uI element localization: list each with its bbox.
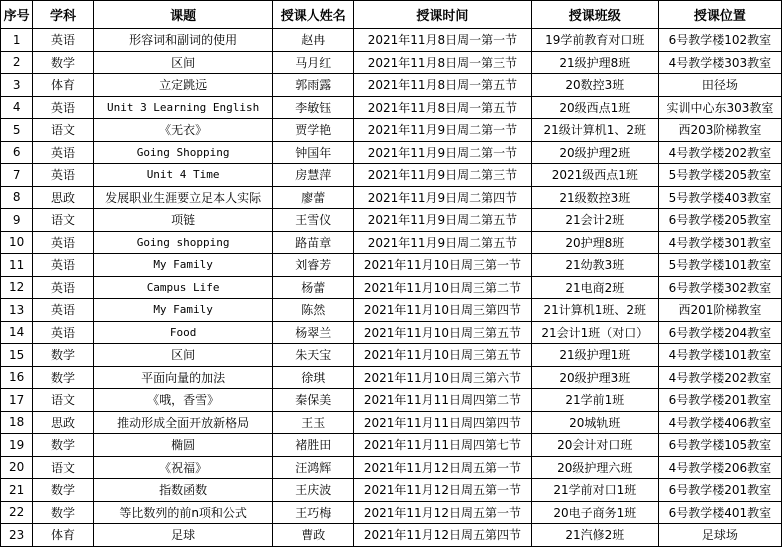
- table-row: [1, 74, 782, 97]
- cell-time: 2021年11月11日周四第四节: [354, 411, 532, 434]
- cell-topic: Food: [93, 321, 273, 344]
- cell-location: 西201阶梯教室: [658, 299, 781, 322]
- cell-subject: 语文: [33, 456, 94, 479]
- cell-location: 4号教学楼301教室: [658, 231, 781, 254]
- cell-location: 6号教学楼204教室: [658, 321, 781, 344]
- cell-time: 2021年11月9日周二第四节: [354, 186, 532, 209]
- cell-index: 19: [1, 434, 33, 457]
- cell-location: 实训中心东303教室: [658, 96, 781, 119]
- cell-time: 2021年11月10日周三第一节: [354, 254, 532, 277]
- cell-subject: 英语: [33, 276, 94, 299]
- header-time: 授课时间: [354, 1, 532, 29]
- table-row: [1, 276, 782, 299]
- cell-location: 6号教学楼302教室: [658, 276, 781, 299]
- cell-time: 2021年11月8日周一第五节: [354, 74, 532, 97]
- table-row: [1, 366, 782, 389]
- header-row: [1, 1, 782, 29]
- cell-time: 2021年11月12日周五第四节: [354, 524, 532, 547]
- cell-class: 21会计2班: [531, 209, 658, 232]
- cell-location: 6号教学楼201教室: [658, 479, 781, 502]
- cell-class: 20级护理2班: [531, 141, 658, 164]
- table-row: [1, 29, 782, 52]
- cell-class: 21学前1班: [531, 389, 658, 412]
- cell-class: 21级计算机1、2班: [531, 119, 658, 142]
- cell-teacher: 陈然: [273, 299, 354, 322]
- cell-class: 2021级西点1班: [531, 164, 658, 187]
- cell-subject: 英语: [33, 141, 94, 164]
- cell-class: 21电商2班: [531, 276, 658, 299]
- cell-teacher: 贾学艳: [273, 119, 354, 142]
- cell-class: 21级护理1班: [531, 344, 658, 367]
- cell-index: 3: [1, 74, 33, 97]
- cell-class: 21会计1班（对口）: [531, 321, 658, 344]
- cell-index: 2: [1, 51, 33, 74]
- cell-location: 5号教学楼205教室: [658, 164, 781, 187]
- cell-class: 20护理8班: [531, 231, 658, 254]
- cell-location: 田径场: [658, 74, 781, 97]
- cell-index: 12: [1, 276, 33, 299]
- cell-class: 20电子商务1班: [531, 501, 658, 524]
- cell-topic: Unit 4 Time: [93, 164, 273, 187]
- cell-teacher: 马月红: [273, 51, 354, 74]
- cell-topic: 发展职业生涯要立足本人实际: [93, 186, 273, 209]
- cell-time: 2021年11月9日周二第一节: [354, 119, 532, 142]
- cell-teacher: 杨翠兰: [273, 321, 354, 344]
- cell-class: 20城轨班: [531, 411, 658, 434]
- cell-location: 6号教学楼201教室: [658, 389, 781, 412]
- cell-subject: 数学: [33, 366, 94, 389]
- cell-topic: 区间: [93, 344, 273, 367]
- cell-index: 17: [1, 389, 33, 412]
- cell-location: 4号教学楼202教室: [658, 366, 781, 389]
- cell-location: 6号教学楼105教室: [658, 434, 781, 457]
- cell-time: 2021年11月9日周二第一节: [354, 141, 532, 164]
- cell-index: 18: [1, 411, 33, 434]
- cell-teacher: 王庆波: [273, 479, 354, 502]
- cell-teacher: 徐琪: [273, 366, 354, 389]
- cell-teacher: 王巧梅: [273, 501, 354, 524]
- cell-subject: 数学: [33, 479, 94, 502]
- cell-subject: 体育: [33, 524, 94, 547]
- cell-teacher: 李敏钰: [273, 96, 354, 119]
- cell-time: 2021年11月8日周一第三节: [354, 51, 532, 74]
- cell-time: 2021年11月12日周五第一节: [354, 479, 532, 502]
- cell-class: 21幼教3班: [531, 254, 658, 277]
- cell-subject: 英语: [33, 231, 94, 254]
- cell-index: 4: [1, 96, 33, 119]
- cell-location: 5号教学楼403教室: [658, 186, 781, 209]
- cell-teacher: 廖蕾: [273, 186, 354, 209]
- cell-location: 4号教学楼206教室: [658, 456, 781, 479]
- cell-location: 5号教学楼101教室: [658, 254, 781, 277]
- cell-class: 20数控3班: [531, 74, 658, 97]
- cell-teacher: 曹政: [273, 524, 354, 547]
- cell-subject: 英语: [33, 96, 94, 119]
- table-row: [1, 344, 782, 367]
- cell-teacher: 汪鸿辉: [273, 456, 354, 479]
- cell-index: 13: [1, 299, 33, 322]
- cell-topic: 项链: [93, 209, 273, 232]
- cell-topic: 立定跳远: [93, 74, 273, 97]
- cell-topic: 椭圆: [93, 434, 273, 457]
- cell-index: 1: [1, 29, 33, 52]
- header-index: 序号: [1, 1, 33, 29]
- cell-time: 2021年11月9日周二第三节: [354, 164, 532, 187]
- cell-location: 6号教学楼205教室: [658, 209, 781, 232]
- cell-topic: 形容词和副词的使用: [93, 29, 273, 52]
- cell-teacher: 钟国年: [273, 141, 354, 164]
- cell-location: 4号教学楼202教室: [658, 141, 781, 164]
- cell-subject: 语文: [33, 119, 94, 142]
- cell-time: 2021年11月9日周二第五节: [354, 231, 532, 254]
- cell-index: 8: [1, 186, 33, 209]
- cell-topic: My Family: [93, 299, 273, 322]
- cell-class: 19学前教育对口班: [531, 29, 658, 52]
- header-location: 授课位置: [658, 1, 781, 29]
- cell-subject: 语文: [33, 209, 94, 232]
- table-row: [1, 501, 782, 524]
- cell-index: 7: [1, 164, 33, 187]
- table-row: [1, 209, 782, 232]
- cell-time: 2021年11月10日周三第五节: [354, 321, 532, 344]
- table-row: [1, 411, 782, 434]
- table-row: [1, 389, 782, 412]
- table-row: [1, 51, 782, 74]
- table-body: [1, 29, 782, 547]
- table-row: [1, 254, 782, 277]
- cell-topic: Campus Life: [93, 276, 273, 299]
- table-row: [1, 456, 782, 479]
- cell-topic: Going Shopping: [93, 141, 273, 164]
- cell-time: 2021年11月10日周三第六节: [354, 366, 532, 389]
- cell-teacher: 房慧萍: [273, 164, 354, 187]
- cell-teacher: 秦保美: [273, 389, 354, 412]
- cell-topic: Going shopping: [93, 231, 273, 254]
- cell-class: 21计算机1班、2班: [531, 299, 658, 322]
- cell-time: 2021年11月8日周一第一节: [354, 29, 532, 52]
- cell-subject: 数学: [33, 501, 94, 524]
- table-row: [1, 164, 782, 187]
- cell-location: 4号教学楼101教室: [658, 344, 781, 367]
- cell-subject: 体育: [33, 74, 94, 97]
- cell-subject: 数学: [33, 51, 94, 74]
- cell-time: 2021年11月10日周三第五节: [354, 344, 532, 367]
- cell-location: 4号教学楼406教室: [658, 411, 781, 434]
- cell-class: 20级护理3班: [531, 366, 658, 389]
- cell-teacher: 刘睿芳: [273, 254, 354, 277]
- cell-teacher: 郭雨露: [273, 74, 354, 97]
- cell-topic: Unit 3 Learning English: [93, 96, 273, 119]
- cell-time: 2021年11月9日周二第五节: [354, 209, 532, 232]
- table-row: [1, 321, 782, 344]
- cell-index: 10: [1, 231, 33, 254]
- table-row: [1, 479, 782, 502]
- cell-topic: 区间: [93, 51, 273, 74]
- cell-location: 6号教学楼401教室: [658, 501, 781, 524]
- cell-topic: 《哦，香雪》: [93, 389, 273, 412]
- cell-class: 21级护理8班: [531, 51, 658, 74]
- cell-teacher: 王雪仪: [273, 209, 354, 232]
- cell-time: 2021年11月8日周一第五节: [354, 96, 532, 119]
- table-row: [1, 119, 782, 142]
- cell-index: 11: [1, 254, 33, 277]
- table-row: [1, 231, 782, 254]
- cell-teacher: 朱天宝: [273, 344, 354, 367]
- cell-location: 4号教学楼303教室: [658, 51, 781, 74]
- table-row: [1, 186, 782, 209]
- table-row: [1, 524, 782, 547]
- cell-time: 2021年11月10日周三第四节: [354, 299, 532, 322]
- cell-subject: 英语: [33, 164, 94, 187]
- cell-index: 14: [1, 321, 33, 344]
- cell-teacher: 杨蕾: [273, 276, 354, 299]
- cell-subject: 数学: [33, 434, 94, 457]
- table-row: [1, 96, 782, 119]
- table-row: [1, 141, 782, 164]
- cell-topic: 《无衣》: [93, 119, 273, 142]
- cell-time: 2021年11月12日周五第一节: [354, 501, 532, 524]
- cell-subject: 思政: [33, 411, 94, 434]
- cell-location: 足球场: [658, 524, 781, 547]
- cell-topic: My Family: [93, 254, 273, 277]
- cell-subject: 数学: [33, 344, 94, 367]
- cell-class: 20级护理六班: [531, 456, 658, 479]
- cell-location: 西203阶梯教室: [658, 119, 781, 142]
- cell-time: 2021年11月12日周五第一节: [354, 456, 532, 479]
- cell-class: 21汽修2班: [531, 524, 658, 547]
- header-class: 授课班级: [531, 1, 658, 29]
- cell-location: 6号教学楼102教室: [658, 29, 781, 52]
- cell-teacher: 王玉: [273, 411, 354, 434]
- cell-index: 9: [1, 209, 33, 232]
- cell-index: 16: [1, 366, 33, 389]
- table-row: [1, 434, 782, 457]
- cell-topic: 推动形成全面开放新格局: [93, 411, 273, 434]
- cell-time: 2021年11月11日周四第七节: [354, 434, 532, 457]
- cell-teacher: 褚胜田: [273, 434, 354, 457]
- cell-subject: 英语: [33, 299, 94, 322]
- table-row: [1, 299, 782, 322]
- cell-class: 20会计对口班: [531, 434, 658, 457]
- cell-time: 2021年11月10日周三第二节: [354, 276, 532, 299]
- cell-subject: 英语: [33, 321, 94, 344]
- cell-index: 20: [1, 456, 33, 479]
- cell-topic: 平面向量的加法: [93, 366, 273, 389]
- cell-topic: 指数函数: [93, 479, 273, 502]
- header-topic: 课题: [93, 1, 273, 29]
- cell-teacher: 赵冉: [273, 29, 354, 52]
- cell-index: 23: [1, 524, 33, 547]
- cell-topic: 等比数列的前n项和公式: [93, 501, 273, 524]
- header-teacher: 授课人姓名: [273, 1, 354, 29]
- cell-time: 2021年11月11日周四第二节: [354, 389, 532, 412]
- cell-index: 21: [1, 479, 33, 502]
- cell-topic: 《祝福》: [93, 456, 273, 479]
- cell-class: 21学前对口1班: [531, 479, 658, 502]
- cell-class: 20级西点1班: [531, 96, 658, 119]
- cell-topic: 足球: [93, 524, 273, 547]
- cell-index: 15: [1, 344, 33, 367]
- cell-subject: 英语: [33, 254, 94, 277]
- cell-subject: 语文: [33, 389, 94, 412]
- cell-index: 22: [1, 501, 33, 524]
- cell-teacher: 路苗章: [273, 231, 354, 254]
- cell-index: 6: [1, 141, 33, 164]
- header-subject: 学科: [33, 1, 94, 29]
- cell-subject: 英语: [33, 29, 94, 52]
- cell-class: 21级数控3班: [531, 186, 658, 209]
- cell-index: 5: [1, 119, 33, 142]
- cell-subject: 思政: [33, 186, 94, 209]
